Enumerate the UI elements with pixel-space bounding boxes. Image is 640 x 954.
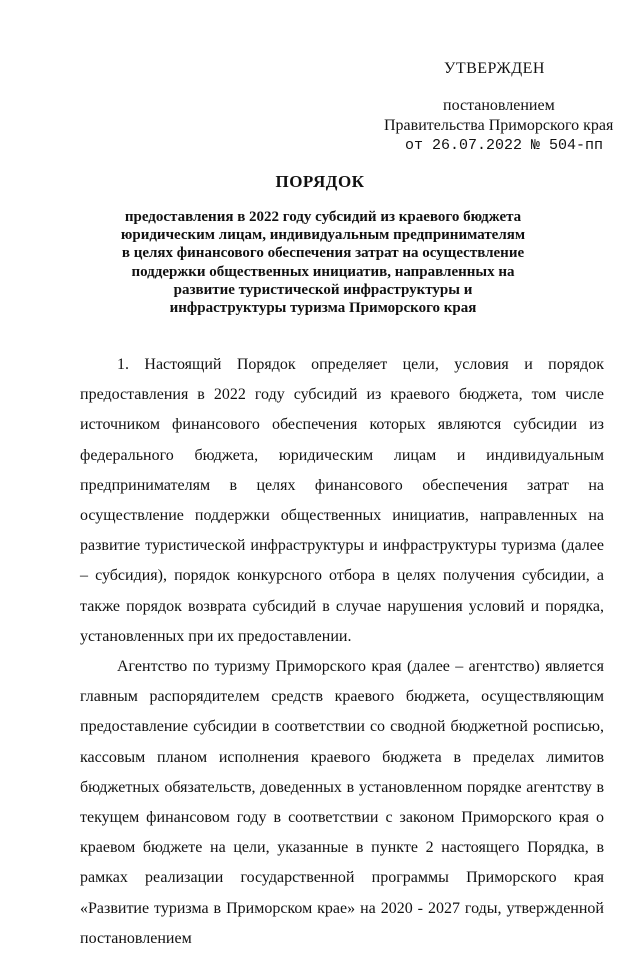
document-title: ПОРЯДОК <box>275 172 365 191</box>
document-body <box>80 350 604 954</box>
approval-line-2: Правительства Приморского края <box>384 117 614 134</box>
paragraph-2: Агентство по туризму Приморского края (далее – агентство) является главным распорядителем средств краевого бюджета, осуществляющим предоставление субсидии в соответствии со сводной бюджетной росписью, кассовым планом исполнения краевого бюджета в пределах лимитов бюджетных обязательств, доведенных в установленном порядке агентству в текущем финансовом году в соответствии с законом Приморского края о краевом бюджете на цели, указанные в пункте 2 настоящего Порядка, в рамках реализации государственной программы Приморского края «Развитие туризма в Приморском крае» на 2020 - 2027 годы, утвержденной постановлением <box>80 658 604 947</box>
approval-stamp-title: УТВЕРЖДЕН <box>444 60 545 77</box>
approval-line-1: постановлением <box>443 97 555 114</box>
paragraph-1: 1. Настоящий Порядок определяет цели, условия и порядок предоставления в 2022 году субсидий из краевого бюджета, том числе источником финансового обеспечения которых являются субсидии из федерального бюджета, юридическим лицам и индивидуальным предпринимателям в целях финансового обеспечения затрат на осуществление поддержки общественных инициатив, направленных на развитие туристической инфраструктуры и инфраструктуры туризма (далее – субсидия), порядок конкурсного отбора в целях получения субсидии, а также порядок возврата субсидий в случае нарушения условий и порядка, установленных при их предоставлении. <box>80 356 604 645</box>
document-subtitle: предоставления в 2022 году субсидий из краевого бюджета юридическим лицам, индивидуальным предпринимателям в целях финансового обеспечения затрат на осуществление поддержки общественных инициатив, направленных на развитие туристической инфраструктуры и инфраструктуры туризма Приморского края <box>120 209 526 317</box>
order-number: от 26.07.2022 № 504-пп <box>405 137 604 154</box>
